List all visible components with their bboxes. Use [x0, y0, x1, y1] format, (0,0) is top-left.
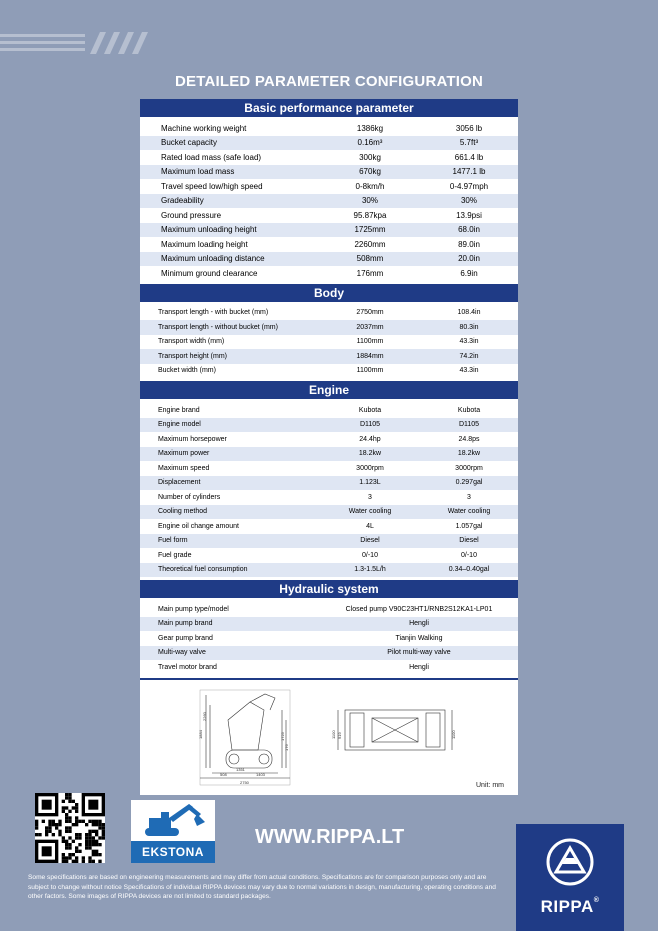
rippa-logo — [516, 824, 624, 931]
param-metric-value: Kubota — [358, 406, 382, 414]
param-name: Maximum power — [158, 450, 210, 458]
param-imperial-value: 18.2kw — [457, 450, 481, 458]
table-row — [140, 432, 518, 447]
table-row — [140, 461, 518, 476]
section-header-basic: Basic performance parameter — [140, 99, 518, 117]
section-header-body: Body — [140, 284, 518, 302]
body-table — [140, 306, 518, 379]
param-metric-value: 1884mm — [356, 352, 384, 360]
table-row — [140, 165, 518, 180]
dim-front-track-width: 1100 — [451, 729, 456, 739]
param-imperial-value: 30% — [460, 196, 477, 206]
qr-code-icon — [35, 793, 105, 863]
basic-table — [140, 121, 518, 281]
excavator-icon — [131, 800, 215, 841]
param-name: Engine oil change amount — [158, 522, 239, 530]
param-metric-value: 18.2kw — [358, 450, 382, 458]
param-metric-value: 508mm — [356, 254, 384, 264]
param-imperial-value: 68.0in — [458, 225, 480, 235]
param-metric-value: 1100mm — [356, 367, 384, 375]
param-imperial-value: 43.3in — [459, 367, 479, 375]
decorative-stripes — [0, 30, 160, 56]
param-name: Machine working weight — [161, 123, 247, 133]
table-row — [140, 223, 518, 238]
disclaimer-text: Some specifications are based on engineering measurements and may differ from actual conditions. Specifications are for comparison purposes only and are subject to change without notice Specifications of individual RIPPA devices may vary due to normal variations in design, manufacturing, operating conditions and other factors. Some images of RIPPA devices are not limited to standard packages. — [28, 874, 496, 900]
param-metric-value: 1386kg — [356, 123, 384, 133]
param-imperial-value: 661.4 lb — [454, 152, 484, 162]
param-name: Engine model — [158, 421, 201, 429]
param-name: Number of cylinders — [158, 493, 221, 501]
table-row — [140, 548, 518, 563]
table-row — [140, 403, 518, 418]
dealer-name: EKSTONA — [131, 841, 215, 863]
param-name: Gradeability — [161, 196, 204, 206]
param-imperial-value: 3 — [467, 493, 471, 501]
param-name: Engine brand — [158, 406, 200, 414]
param-imperial-value: 5.7ft³ — [459, 138, 479, 148]
param-imperial-value: 20.0in — [458, 254, 480, 264]
param-name: Minimum ground clearance — [161, 268, 258, 278]
param-name: Travel speed low/high speed — [161, 181, 263, 191]
param-imperial-value: Kubota — [457, 406, 481, 414]
param-name: Displacement — [158, 479, 201, 487]
dim-side-dist: 508 — [220, 771, 227, 777]
param-imperial-value: 3056 lb — [455, 123, 483, 133]
table-row — [140, 418, 518, 433]
param-name: Maximum unloading height — [161, 225, 257, 235]
param-metric-value: 4L — [366, 522, 374, 530]
dim-side-wheelbase: 1351 — [236, 766, 245, 772]
dimension-diagram — [140, 678, 518, 795]
param-metric-value: 300kg — [359, 152, 381, 162]
param-name: Maximum unloading distance — [161, 254, 265, 264]
param-value: Tianjin Walking — [395, 634, 443, 642]
param-name: Cooling method — [158, 508, 208, 516]
table-row — [140, 208, 518, 223]
param-name: Fuel form — [158, 537, 188, 545]
param-name: Bucket width (mm) — [158, 367, 216, 375]
table-row — [140, 505, 518, 520]
param-name: Transport length - without bucket (mm) — [158, 323, 278, 331]
unit-label: Unit: mm — [476, 781, 504, 789]
rippa-wordmark: RIPPA® — [540, 897, 600, 916]
param-metric-value: 1725mm — [354, 225, 386, 235]
param-name: Maximum speed — [158, 464, 210, 472]
rippa-emblem-icon — [516, 824, 624, 894]
param-metric-value: 24.4hp — [359, 435, 381, 443]
dim-front-inner: 919 — [337, 731, 342, 739]
param-imperial-value: 13.9psi — [456, 210, 482, 220]
param-name: Rated load mass (safe load) — [161, 152, 262, 162]
param-name: Main pump brand — [158, 620, 213, 628]
param-name: Maximum loading height — [161, 239, 248, 249]
param-metric-value: 3 — [368, 493, 372, 501]
param-value: Closed pump V90C23HT1/RNB2S12KA1-LP01 — [345, 605, 493, 613]
dim-side-clearance: 176 — [284, 743, 289, 751]
param-metric-value: 2750mm — [356, 309, 384, 317]
param-imperial-value: 74.2in — [459, 352, 479, 360]
param-imperial-value: 0.297gal — [455, 479, 483, 487]
param-metric-value: Water cooling — [348, 508, 392, 516]
param-imperial-value: 0/-10 — [461, 551, 477, 559]
table-row — [140, 252, 518, 267]
table-row — [140, 519, 518, 534]
param-imperial-value: 89.0in — [458, 239, 480, 249]
param-imperial-value: 24.8ps — [458, 435, 480, 443]
hydraulic-table — [140, 602, 518, 675]
param-imperial-value: 1.057gal — [455, 522, 483, 530]
param-metric-value: 670kg — [359, 167, 381, 177]
table-row — [140, 306, 518, 321]
param-metric-value: 176mm — [356, 268, 384, 278]
dim-side-track: 1403 — [256, 771, 265, 777]
param-metric-value: 30% — [361, 196, 378, 206]
param-imperial-value: Diesel — [459, 537, 479, 545]
dealer-logo — [131, 800, 215, 863]
table-row — [140, 136, 518, 151]
param-metric-value: 3000rpm — [356, 464, 384, 472]
param-metric-value: 2037mm — [356, 323, 384, 331]
param-imperial-value: 108.4in — [457, 309, 481, 317]
table-row — [140, 617, 518, 632]
table-row — [140, 349, 518, 364]
param-metric-value: 95.87kpa — [353, 210, 387, 220]
table-row — [140, 646, 518, 661]
dim-side-unload: 1725 — [280, 731, 285, 741]
param-name: Transport length - with bucket (mm) — [158, 309, 269, 317]
table-row — [140, 660, 518, 675]
param-metric-value: 2260mm — [354, 239, 386, 249]
param-imperial-value: 3000rpm — [455, 464, 483, 472]
param-name: Maximum load mass — [161, 167, 235, 177]
param-name: Ground pressure — [161, 210, 222, 220]
param-name: Bucket capacity — [161, 138, 218, 148]
table-row — [140, 563, 518, 578]
table-row — [140, 266, 518, 281]
dim-side-length: 2750 — [240, 779, 249, 785]
param-name: Gear pump brand — [158, 634, 213, 642]
qr-code[interactable] — [35, 793, 105, 863]
param-name: Fuel grade — [158, 551, 192, 559]
table-row — [140, 237, 518, 252]
param-name: Transport width (mm) — [158, 338, 225, 346]
param-name: Main pump type/model — [158, 605, 229, 613]
param-metric-value: 1.123L — [359, 479, 381, 487]
param-metric-value: Diesel — [360, 537, 380, 545]
table-row — [140, 194, 518, 209]
param-name: Travel motor brand — [158, 663, 217, 671]
param-imperial-value: 0-4.97mph — [449, 181, 489, 191]
param-name: Theoretical fuel consumption — [158, 566, 248, 574]
table-row — [140, 179, 518, 194]
table-row — [140, 534, 518, 549]
table-row — [140, 335, 518, 350]
param-metric-value: 1.3-1.5L/h — [354, 566, 386, 574]
table-row — [140, 476, 518, 491]
param-imperial-value: 80.3in — [459, 323, 479, 331]
table-row — [140, 364, 518, 379]
param-imperial-value: 43.3in — [459, 338, 479, 346]
table-row — [140, 320, 518, 335]
table-row — [140, 447, 518, 462]
param-metric-value: 0.16m³ — [357, 138, 383, 148]
param-metric-value: 0/-10 — [362, 551, 378, 559]
param-metric-value: 0-8km/h — [355, 181, 385, 191]
dim-side-lift: 2260 — [202, 711, 207, 721]
param-metric-value: D1105 — [359, 421, 381, 429]
dim-side-height: 1884 — [198, 729, 203, 739]
param-name: Transport height (mm) — [158, 352, 227, 360]
param-imperial-value: D1105 — [458, 421, 480, 429]
param-imperial-value: 6.9in — [460, 268, 478, 278]
table-row — [140, 631, 518, 646]
engine-table — [140, 403, 518, 577]
param-name: Multi-way valve — [158, 649, 206, 657]
section-header-hydraulic: Hydraulic system — [140, 580, 518, 598]
param-imperial-value: Water cooling — [447, 508, 491, 516]
table-row — [140, 602, 518, 617]
page-title: DETAILED PARAMETER CONFIGURATION — [174, 73, 484, 90]
table-row — [140, 490, 518, 505]
website-link[interactable]: WWW.RIPPA.LT — [255, 826, 405, 848]
param-value: Hengli — [409, 663, 429, 671]
table-row — [140, 121, 518, 136]
dim-front-width: 1100 — [331, 729, 336, 739]
param-value: Pilot multi-way valve — [387, 649, 451, 657]
spec-sheet — [140, 99, 518, 795]
param-metric-value: 1100mm — [356, 338, 384, 346]
param-imperial-value: 0.34–0.40gal — [448, 566, 490, 574]
param-value: Hengli — [409, 620, 429, 628]
table-row — [140, 150, 518, 165]
section-header-engine: Engine — [140, 381, 518, 399]
machine-drawings — [140, 680, 518, 797]
param-imperial-value: 1477.1 lb — [452, 167, 486, 177]
param-name: Maximum horsepower — [158, 435, 227, 443]
